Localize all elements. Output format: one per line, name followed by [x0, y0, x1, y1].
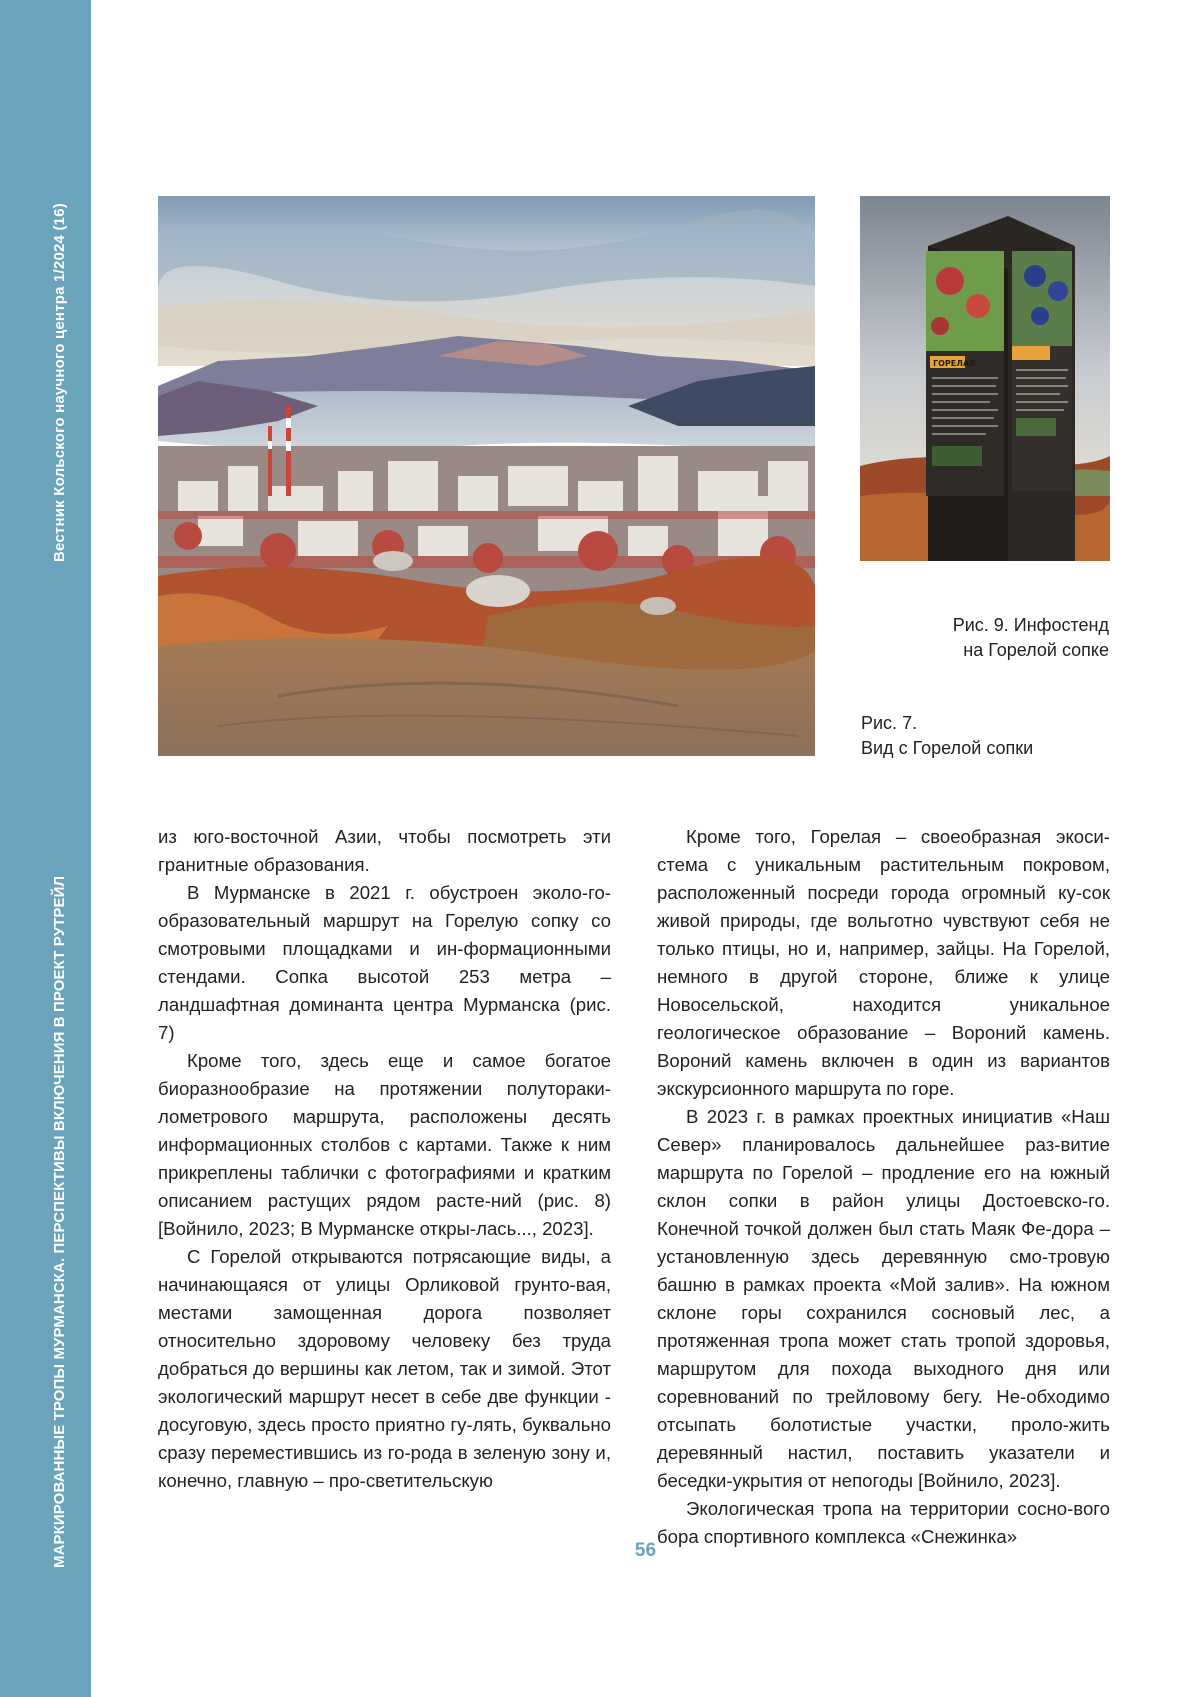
figure-7-caption-line1: Рис. 7. — [861, 713, 918, 733]
figure-7-photo-city-view — [158, 196, 815, 756]
figure-9-caption — [953, 613, 1109, 663]
figure-9-caption-line1: Рис. 9. Инфостенд — [952, 615, 1109, 635]
text-column-right — [657, 823, 1110, 1551]
figure-9-caption-line2: на Горелой сопке — [963, 640, 1109, 660]
sidebar-band — [0, 0, 91, 1697]
text-column-left — [158, 823, 611, 1495]
paragraph: В 2023 г. в рамках проектных инициатив «Наш Север» планировалось дальнейшее раз-витие маршрута по Горелой – продление его на южный склон сопки в район улицы Достоевско-го. Конечной точкой должен был стать Маяк Фе-дора – установленную здесь деревянную смо-тровую башню в рамках проекта «Мой залив». На южном склоне горы сохранился сосновый лес, а протяженная тропа может стать тропой здоровья, маршрутом для похода выходного дня или соревнований по трейловому бегу. Не-обходимо отсыпать болотистые участки, проло-жить деревянный настил, поставить указатели и беседки-укрытия от непогоды [Войнило, 2023]. — [657, 1106, 1110, 1491]
article-running-title: МАРКИРОВАННЫЕ ТРОПЫ МУРМАНСКА. ПЕРСПЕКТИВЫ ВКЛЮЧЕНИЯ В ПРОЕКТ РУТРЕЙЛ — [51, 875, 68, 1568]
stand-sign-title: ГОРЕЛАЯ — [933, 359, 976, 368]
paragraph: из юго-восточной Азии, чтобы посмотреть эти гранитные образования. — [158, 826, 611, 875]
paragraph: Кроме того, Горелая – своеобразная экоси-стема с уникальным растительным покровом, расположенный посреди города огромный ку-сок живой природы, где вольготно чувствуют себя не только птицы, но и, например, зайцы. На Горелой, немного в другой стороне, ближе к улице Новосельской, находится уникальное геологическое образование – Вороний камень. Вороний камень включен в один из вариантов экскурсионного маршрута по горе. — [657, 826, 1110, 1099]
figure-9-photo-info-stand — [860, 196, 1110, 561]
paragraph: С Горелой открываются потрясающие виды, а начинающаяся от улицы Орликовой грунто-вая, местами замощенная дорога позволяет относительно здоровому человеку без труда добраться до вершины как летом, так и зимой. Этот экологический маршрут несет в себе две функции - досуговую, здесь просто приятно гу-лять, буквально сразу переместившись из го-рода в зеленую зону и, конечно, главную – про-светительскую — [158, 1246, 611, 1491]
figure-7-caption — [861, 711, 1033, 761]
paragraph: Экологическая тропа на территории сосно-вого бора спортивного комплекса «Снежинка» — [657, 1498, 1110, 1547]
paragraph: В Мурманске в 2021 г. обустроен эколо-го-образовательный маршрут на Горелую сопку со смотровыми площадками и ин-формационными стендами. Сопка высотой 253 метра – ландшафтная доминанта центра Мурманска (рис. 7) — [158, 882, 611, 1043]
page-number: 56 — [634, 1540, 657, 1561]
figure-7-caption-line2: Вид с Горелой сопки — [861, 738, 1034, 758]
paragraph: Кроме того, здесь еще и самое богатое биоразнообразие на протяжении полуторaки-лометрового маршрута, расположены десять информационных столбов с картами. Также к ним прикреплены таблички с фотографиями и кратким описанием растущих рядом расте-ний (рис. 8) [Войнило, 2023; В Мурманске откры-лась..., 2023]. — [158, 1050, 611, 1239]
journal-running-head: Вестник Кольского научного центра 1/2024 (16) — [51, 203, 68, 562]
